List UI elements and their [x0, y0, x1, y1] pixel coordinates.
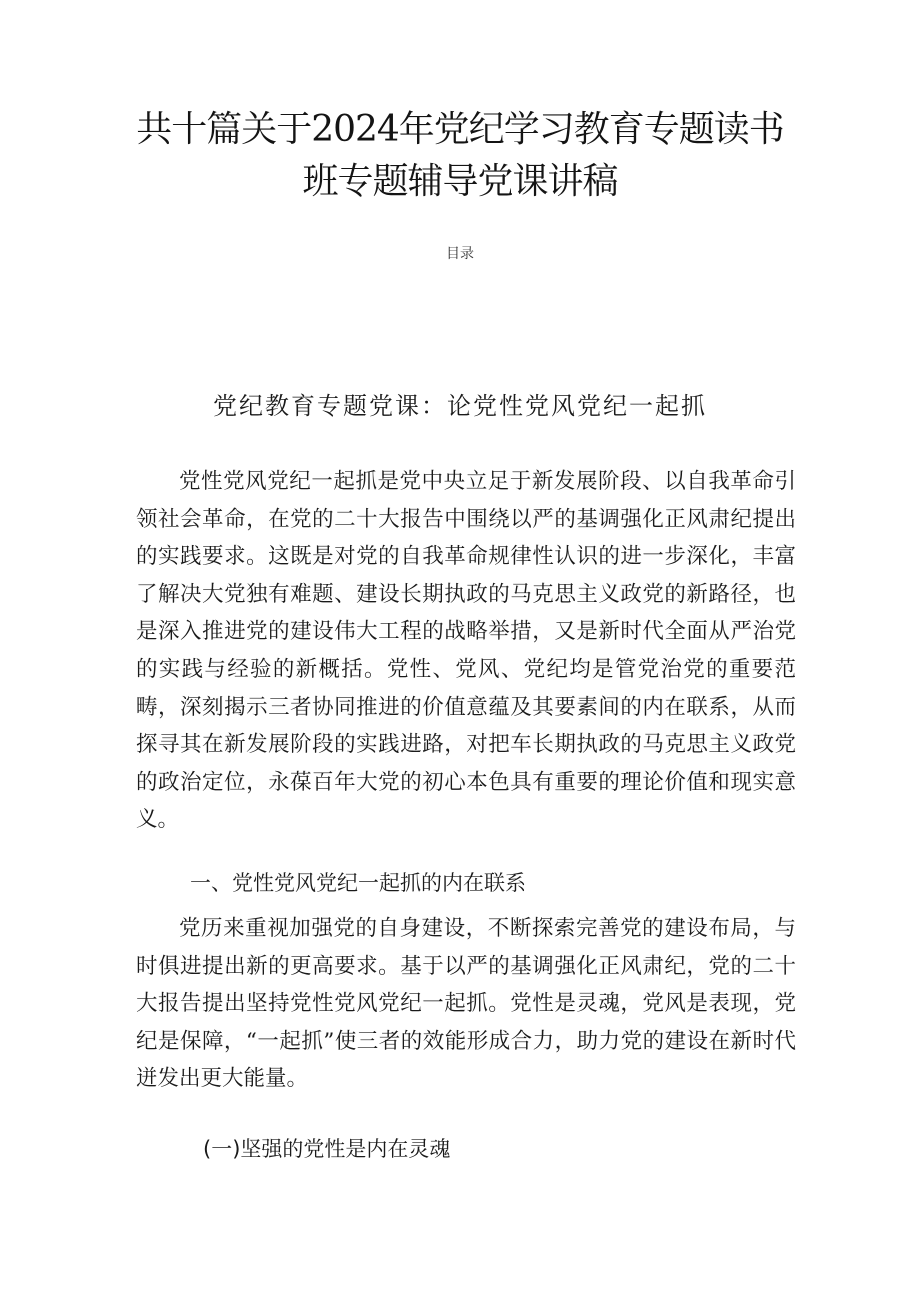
table-of-contents-label: 目录 — [446, 246, 474, 262]
intro-paragraph: 党性党风党纪一起抓是党中央立足于新发展阶段、以自我革命引领社会革命，在党的二十大报告中围绕以严的基调强化正风肃纪提出的实践要求。这既是对党的自我革命规律性认识的进一步深化，丰富了解决大党独有难题、建设长期执政的马克思主义政党的新路径，也是深入推进党的建设伟大工程的战略举措，又是新时代全面从严治党的实践与经验的新概括。党性、党风、党纪均是管党治党的重要范畴，深刻揭示三者协同推进的价值意蕴及其要素间的内在联系，从而探寻其在新发展阶段的实践进路，对把车长期执政的马克思主义政党的政治定位，永葆百年大党的初心本色具有重要的理论价值和现实意义。 — [136, 469, 796, 833]
document-title-line-1: 共十篇关于2024年党纪学习教育专题读书 — [136, 109, 784, 150]
section-title: 党纪教育专题党课：论党性党风党纪一起抓 — [213, 392, 707, 420]
document-title-line-2: 班专题辅导党课讲稿 — [302, 161, 618, 202]
subsection-heading-1: (一)坚强的党性是内在灵魂 — [203, 1137, 451, 1161]
chapter-1-paragraph: 党历来重视加强党的自身建设，不断探索完善党的建设布局，与时俱进提出新的更高要求。基于以严的基调强化正风肃纪，党的二十大报告提出坚持党性党风党纪一起抓。党性是灵魂，党风是表现，党纪是保障，“一起抓”使三者的效能形成合力，助力党的建设在新时代迸发出更大能量。 — [136, 916, 796, 1092]
chapter-heading-1: 一、党性党风党纪一起抓的内在联系 — [190, 871, 526, 895]
document-title — [0, 104, 920, 208]
